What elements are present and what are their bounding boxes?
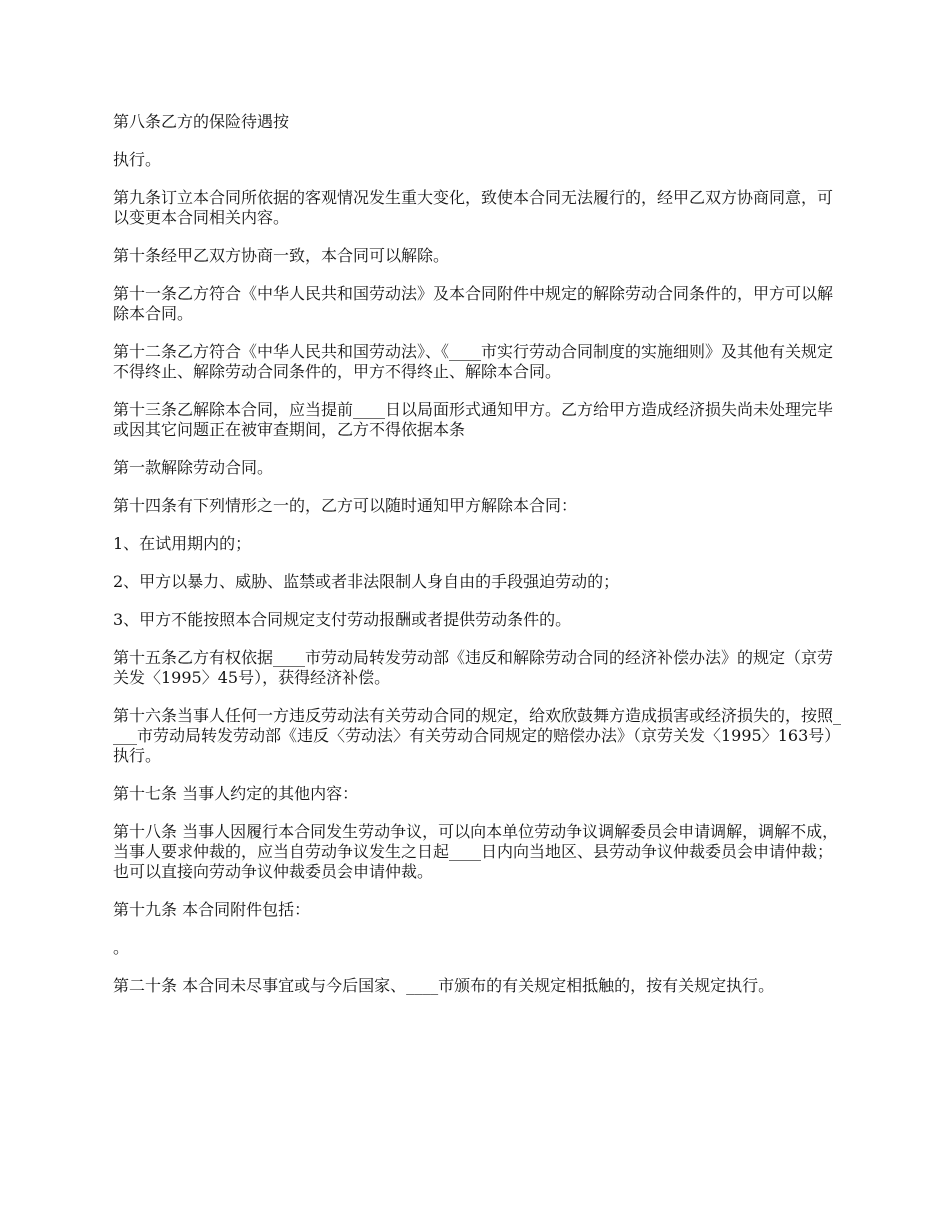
paragraph-article-15: 第十五条乙方有权依据____市劳动局转发劳动部《违反和解除劳动合同的经济补偿办法》的规定（京劳关发〈1995〉45号），获得经济补偿。 <box>113 648 834 687</box>
list-item-2: 2、甲方以暴力、威胁、监禁或者非法限制人身自由的手段强迫劳动的； <box>113 572 620 591</box>
paragraph-article-10: 第十条经甲乙双方协商一致，本合同可以解除。 <box>113 246 450 265</box>
paragraph-article-17: 第十七条 当事人约定的其他内容： <box>113 784 359 803</box>
paragraph-article-16: 第十六条当事人任何一方违反劳动法有关劳动合同的规定，给欢欣鼓舞方造成损害或经济损失的，按照____市劳动局转发劳动部《违反〈劳动法〉有关劳动合同规定的赔偿办法》（京劳关发〈1995〉163号）执行。 <box>113 706 842 765</box>
paragraph-article-19: 第十九条 本合同附件包括： <box>113 900 311 919</box>
paragraph-article-13-clause-1: 第一款解除劳动合同。 <box>113 458 274 477</box>
paragraph-article-18: 第十八条 当事人因履行本合同发生劳动争议，可以向本单位劳动争议调解委员会申请调解，调解不成，当事人要求仲裁的，应当自劳动争议发生之日起____日内向当地区、县劳动争议仲裁委员会申请仲裁；也可以直接向劳动争议仲裁委员会申请仲裁。 <box>113 822 839 881</box>
paragraph-article-9: 第九条订立本合同所依据的客观情况发生重大变化，致使本合同无法履行的，经甲乙双方协商同意，可以变更本合同相关内容。 <box>113 188 834 227</box>
paragraph-article-20: 第二十条 本合同未尽事宜或与今后国家、____市颁布的有关规定相抵触的，按有关规定执行。 <box>113 976 775 995</box>
paragraph-article-19-continued: 。 <box>113 938 130 957</box>
list-item-3: 3、甲方不能按照本合同规定支付劳动报酬或者提供劳动条件的。 <box>113 610 572 629</box>
paragraph-article-8-continued: 执行。 <box>113 150 162 169</box>
list-item-1: 1、在试用期内的； <box>113 534 252 553</box>
paragraph-article-14: 第十四条有下列情形之一的，乙方可以随时通知甲方解除本合同： <box>113 496 578 515</box>
document-body <box>113 112 843 1014</box>
paragraph-article-8: 第八条乙方的保险待遇按 <box>113 112 290 131</box>
paragraph-article-12: 第十二条乙方符合《中华人民共和国劳动法》、《____市实行劳动合同制度的实施细则》及其他有关规定不得终止、解除劳动合同条件的，甲方不得终止、解除本合同。 <box>113 342 834 381</box>
paragraph-article-13: 第十三条乙解除本合同，应当提前____日以局面形式通知甲方。乙方给甲方造成经济损失尚未处理完毕或因其它问题正在被审查期间，乙方不得依据本条 <box>113 400 834 439</box>
paragraph-article-11: 第十一条乙方符合《中华人民共和国劳动法》及本合同附件中规定的解除劳动合同条件的，甲方可以解除本合同。 <box>113 284 834 323</box>
